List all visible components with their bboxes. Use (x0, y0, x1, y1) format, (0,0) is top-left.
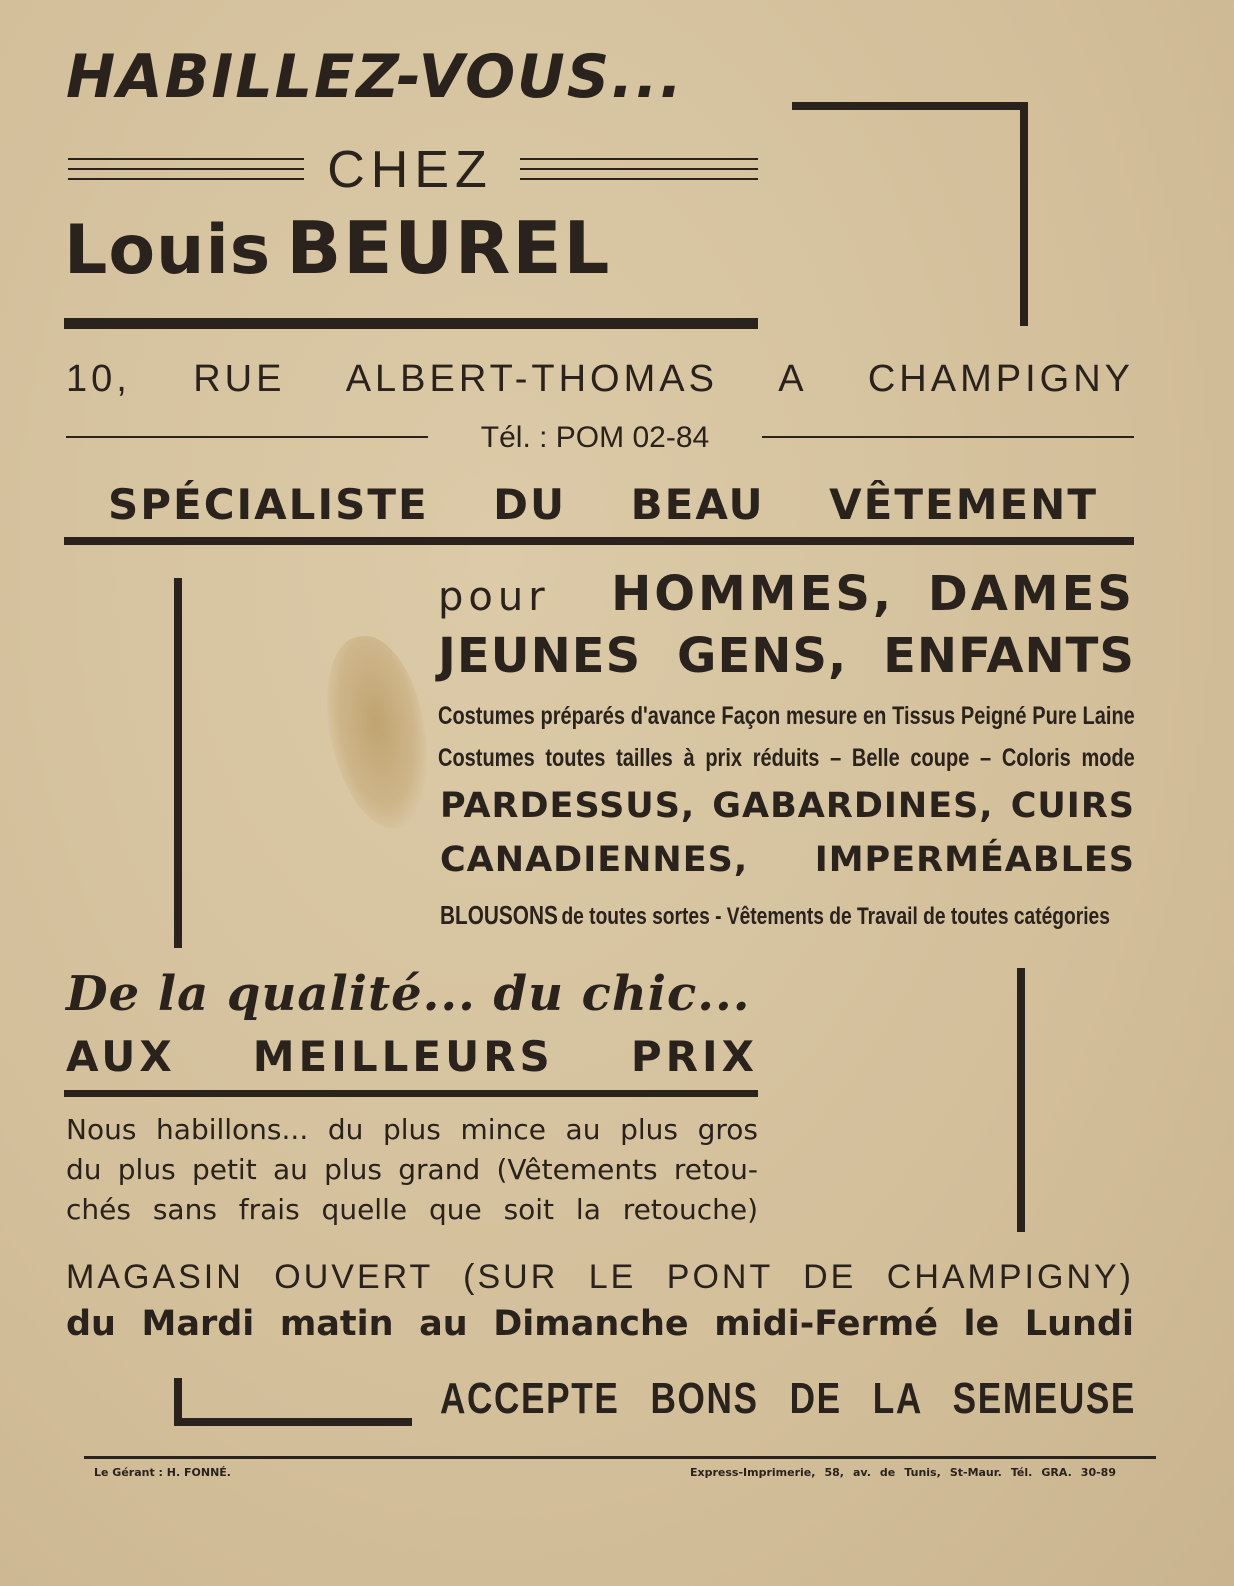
chez-word: CHEZ (327, 141, 493, 199)
blousons-word: BLOUSONS (440, 900, 558, 930)
chez-rule-left-1 (68, 158, 304, 160)
left-vertical-bar (174, 578, 182, 948)
owner-first-name: Louis (64, 211, 272, 290)
specialist-underline (64, 537, 1134, 545)
specialist-heading: SPÉCIALISTE DU BEAU VÊTEMENT (108, 480, 1098, 529)
best-prices-heading: AUX MEILLEURS PRIX (66, 1032, 758, 1081)
quality-text-line-1: Nous habillons... du plus mince au plus gros (66, 1113, 758, 1146)
audience-men-women: HOMMES, DAMES (611, 566, 1135, 622)
corner-bracket-top (792, 102, 1028, 110)
right-vertical-bar (1017, 968, 1025, 1232)
chez-rule-left-3 (68, 178, 304, 180)
shop-owner-name (64, 205, 611, 311)
address-text: 10, RUE ALBERT-THOMAS A CHAMPIGNY (66, 358, 1134, 400)
blousons-line (440, 900, 1134, 931)
phone-number: Tél. : POM 02-84 (480, 421, 710, 454)
blousons-rest: de toutes sortes - Vêtements de Travail de toutes catégories (561, 903, 1110, 930)
owner-last-name: BEUREL (286, 206, 612, 290)
audience-prefix: pour (438, 574, 550, 620)
bottom-bracket-base (174, 1418, 412, 1426)
vouchers-notice: ACCEPTE BONS DE LA SEMEUSE (440, 1374, 1136, 1423)
header-underline (64, 318, 758, 329)
audience-line-1 (438, 566, 1135, 622)
phone-rule-left (66, 436, 428, 438)
footer-printer: Express-Imprimerie, 58, av. de Tunis, St-Maur. Tél. GRA. 30-89 (690, 1466, 1116, 1479)
quality-text-line-3: chés sans frais quelle que soit la retouche) (66, 1193, 758, 1226)
hours-line-2: du Mardi matin au Dimanche midi-Fermé le Lundi (66, 1304, 1134, 1344)
quality-tagline: De la qualité... du chic... (66, 966, 751, 1022)
shop-address (66, 358, 1134, 401)
chez-rule-right-2 (520, 168, 758, 170)
detail-line-1: Costumes préparés d'avance Façon mesure en Tissus Peigné Pure Laine (438, 702, 1135, 730)
headline: HABILLEZ-VOUS... (66, 42, 684, 112)
footer-manager: Le Gérant : H. FONNÉ. (94, 1466, 231, 1479)
chez-rule-right-3 (520, 178, 758, 180)
chez-rule-left-2 (68, 168, 304, 170)
detail-line-2: Costumes toutes tailles à prix réduits – Belle coupe – Coloris mode (438, 744, 1135, 772)
quality-text-line-2: du plus petit au plus grand (Vêtements retou- (66, 1153, 758, 1186)
audience-line-2: JEUNES GENS, ENFANTS (438, 628, 1135, 684)
footer-rule (84, 1456, 1156, 1459)
paper-stain (317, 629, 438, 835)
corner-bracket-side (1020, 102, 1028, 326)
phone-rule-right (762, 436, 1134, 438)
products-line-1: PARDESSUS, GABARDINES, CUIRS (440, 786, 1135, 826)
best-prices-underline (64, 1090, 758, 1097)
hours-line-1: MAGASIN OUVERT (SUR LE PONT DE CHAMPIGNY) (66, 1258, 1134, 1296)
quality-text (66, 1110, 758, 1230)
chez-rule-right-1 (520, 158, 758, 160)
products-line-2: CANADIENNES, IMPERMÉABLES (440, 840, 1135, 880)
